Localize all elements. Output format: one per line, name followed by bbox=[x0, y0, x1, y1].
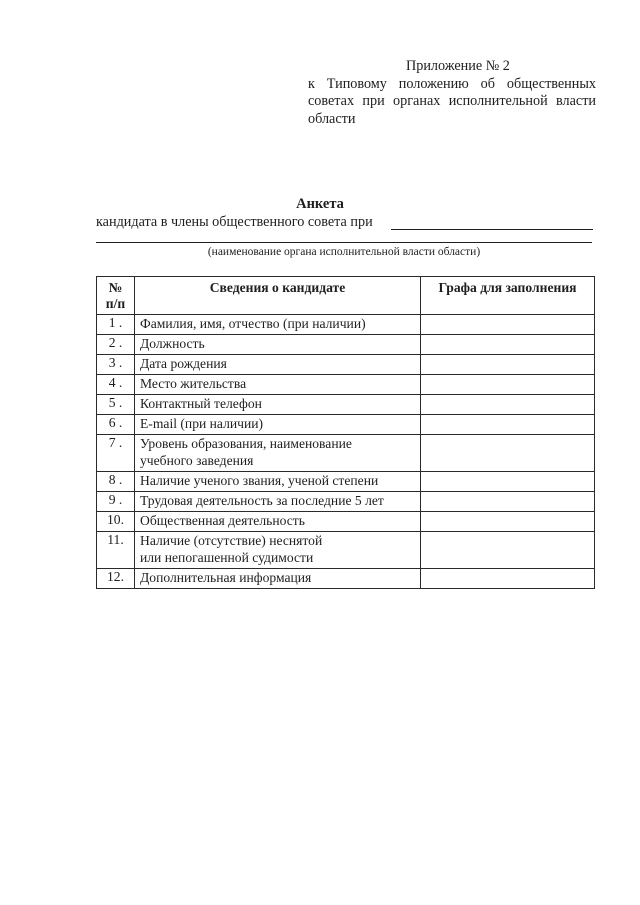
fill-cell[interactable] bbox=[421, 315, 595, 335]
table-header-row bbox=[97, 277, 595, 315]
row-number: 8 . bbox=[97, 472, 135, 492]
row-number: 6 . bbox=[97, 415, 135, 435]
row-label: Трудовая деятельность за последние 5 лет bbox=[135, 492, 421, 512]
fill-cell[interactable] bbox=[421, 395, 595, 415]
row-label-line2: или непогашенной судимости bbox=[140, 550, 314, 565]
fill-cell[interactable] bbox=[421, 569, 595, 589]
fill-cell[interactable] bbox=[421, 415, 595, 435]
header-fill: Графа для заполнения bbox=[421, 277, 595, 315]
table-row bbox=[97, 335, 595, 355]
row-number: 5 . bbox=[97, 395, 135, 415]
row-number: 11. bbox=[97, 532, 135, 569]
row-label: Должность bbox=[135, 335, 421, 355]
row-label: Контактный телефон bbox=[135, 395, 421, 415]
table-row bbox=[97, 395, 595, 415]
row-label: E-mail (при наличии) bbox=[135, 415, 421, 435]
appendix-line-2: советах при органах исполнительной власти bbox=[308, 93, 596, 110]
fill-cell[interactable] bbox=[421, 375, 595, 395]
fill-cell[interactable] bbox=[421, 472, 595, 492]
table-row bbox=[97, 315, 595, 335]
table-row bbox=[97, 472, 595, 492]
fill-cell[interactable] bbox=[421, 335, 595, 355]
row-number: 7 . bbox=[97, 435, 135, 472]
appendix-line-3: области bbox=[308, 110, 356, 127]
row-number: 4 . bbox=[97, 375, 135, 395]
table-row bbox=[97, 435, 595, 472]
row-number: 3 . bbox=[97, 355, 135, 375]
form-subtitle: кандидата в члены общественного совета при bbox=[96, 214, 373, 230]
row-label: Общественная деятельность bbox=[135, 512, 421, 532]
appendix-number: Приложение № 2 bbox=[406, 58, 510, 74]
appendix-line-1: к Типовому положению об общественных bbox=[308, 75, 596, 92]
table-row bbox=[97, 492, 595, 512]
fill-cell[interactable] bbox=[421, 532, 595, 569]
row-number: 12. bbox=[97, 569, 135, 589]
row-number: 2 . bbox=[97, 335, 135, 355]
header-number bbox=[97, 277, 135, 315]
header-number-line2: п/п bbox=[105, 296, 126, 311]
table-row bbox=[97, 512, 595, 532]
fill-cell[interactable] bbox=[421, 435, 595, 472]
row-label-line2: учебного заведения bbox=[140, 453, 254, 468]
row-number: 10. bbox=[97, 512, 135, 532]
candidate-table bbox=[96, 276, 595, 589]
table-row bbox=[97, 355, 595, 375]
table-row bbox=[97, 532, 595, 569]
row-label-line1: Уровень образования, наименование bbox=[140, 436, 352, 451]
table-row bbox=[97, 569, 595, 589]
fill-cell[interactable] bbox=[421, 492, 595, 512]
row-label: Наличие ученого звания, ученой степени bbox=[135, 472, 421, 492]
appendix-header bbox=[308, 58, 596, 128]
authority-name-blank-line[interactable] bbox=[96, 242, 592, 243]
fill-cell[interactable] bbox=[421, 512, 595, 532]
table-row bbox=[97, 415, 595, 435]
authority-caption: (наименование органа исполнительной власти области) bbox=[207, 246, 481, 258]
row-label bbox=[135, 435, 421, 472]
table-row bbox=[97, 375, 595, 395]
row-label bbox=[135, 532, 421, 569]
row-number: 9 . bbox=[97, 492, 135, 512]
row-label: Дата рождения bbox=[135, 355, 421, 375]
form-title: Анкета bbox=[296, 196, 344, 212]
row-label: Фамилия, имя, отчество (при наличии) bbox=[135, 315, 421, 335]
header-info: Сведения о кандидате bbox=[135, 277, 421, 315]
council-name-blank-line[interactable] bbox=[391, 229, 593, 230]
row-label-line1: Наличие (отсутствие) неснятой bbox=[140, 533, 323, 548]
row-number: 1 . bbox=[97, 315, 135, 335]
header-number-line1: № bbox=[108, 280, 123, 295]
row-label: Дополнительная информация bbox=[135, 569, 421, 589]
fill-cell[interactable] bbox=[421, 355, 595, 375]
row-label: Место жительства bbox=[135, 375, 421, 395]
